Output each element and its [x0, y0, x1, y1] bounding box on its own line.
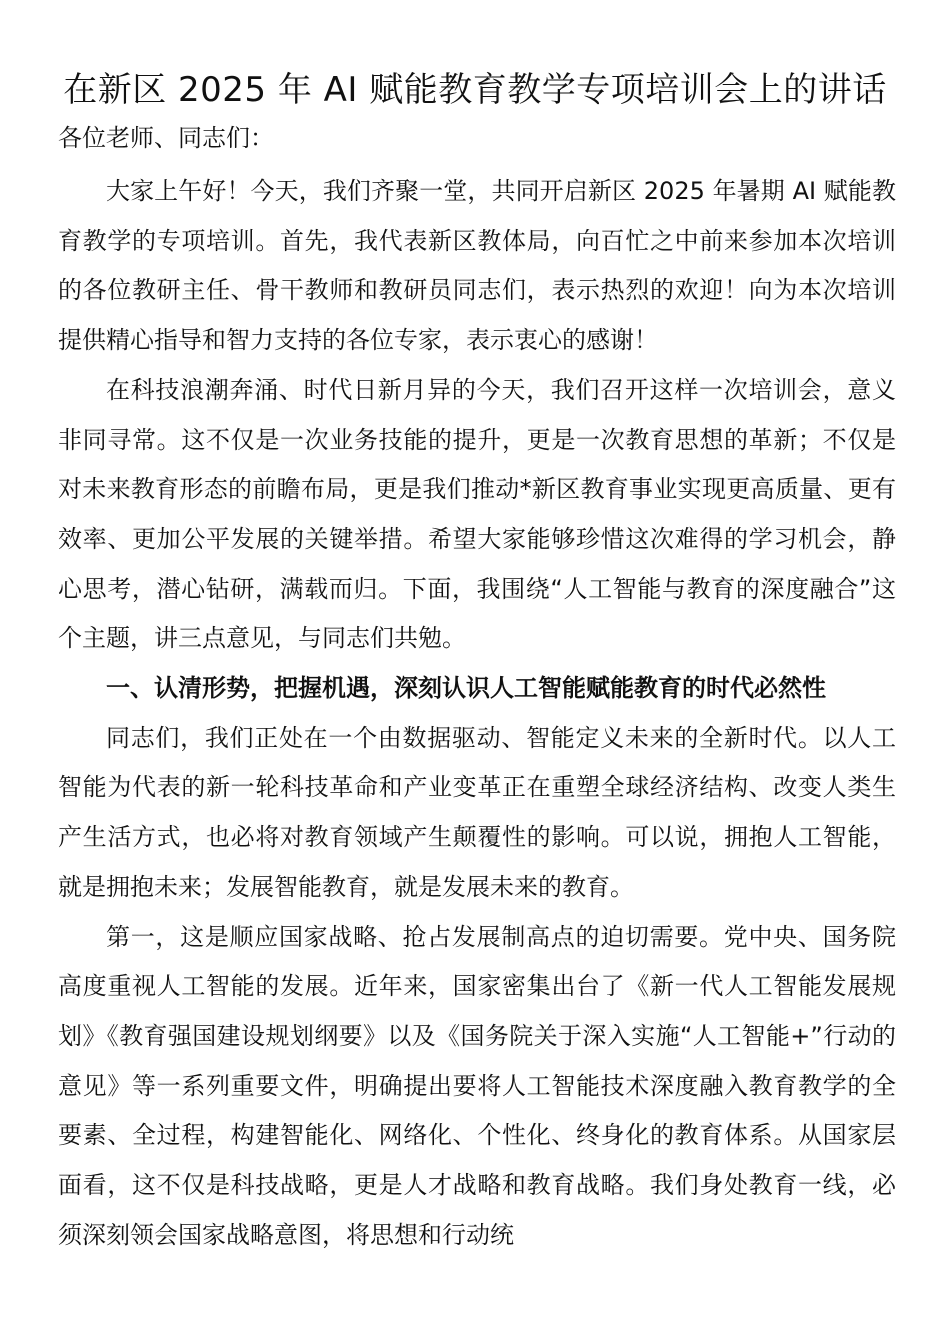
paragraph-era: 同志们，我们正处在一个由数据驱动、智能定义未来的全新时代。以人工智能为代表的新一轮科技革命和产业变革正在重塑全球经济结构、改变人类生产生活方式，也必将对教育领域产生颠覆性的影响。可以说，拥抱人工智能，就是拥抱未来；发展智能教育，就是发展未来的教育。: [58, 723, 896, 901]
section-heading-1: 一、认清形势，把握机遇，深刻认识人工智能赋能教育的时代必然性: [106, 674, 826, 703]
paragraph-opening: 大家上午好！今天，我们齐聚一堂，共同开启新区 2025 年暑期 AI 赋能教育教学的专项培训。首先，我代表新区教体局，向百忙之中前来参加本次培训的各位教研主任、骨干教师和教研员同志们，表示热烈的欢迎！向为本次培训提供精心指导和智力支持的各位专家，表示衷心的感谢！: [58, 177, 896, 355]
document-body: [58, 167, 896, 1260]
document-title: 在新区 2025 年 AI 赋能教育教学专项培训会上的讲话: [63, 70, 887, 110]
paragraph-significance: 在科技浪潮奔涌、时代日新月异的今天，我们召开这样一次培训会，意义非同寻常。这不仅是一次业务技能的提升，更是一次教育思想的革新；不仅是对未来教育形态的前瞻布局，更是我们推动*新区教育事业实现更高质量、更有效率、更加公平发展的关键举措。希望大家能够珍惜这次难得的学习机会，静心思考，潜心钻研，满载而归。下面，我围绕“人工智能与教育的深度融合”这个主题，讲三点意见，与同志们共勉。: [58, 375, 896, 653]
salutation: 各位老师、同志们：: [58, 124, 274, 152]
paragraph-national-strategy: 第一，这是顺应国家战略、抢占发展制高点的迫切需要。党中央、国务院高度重视人工智能的发展。近年来，国家密集出台了《新一代人工智能发展规划》《教育强国建设规划纲要》以及《国务院关于深入实施“人工智能+”行动的意见》等一系列重要文件，明确提出要将人工智能技术深度融入教育教学的全要素、全过程，构建智能化、网络化、个性化、终身化的教育体系。从国家层面看，这不仅是科技战略，更是人才战略和教育战略。我们身处教育一线，必须深刻领会国家战略意图，将思想和行动统: [58, 922, 896, 1249]
